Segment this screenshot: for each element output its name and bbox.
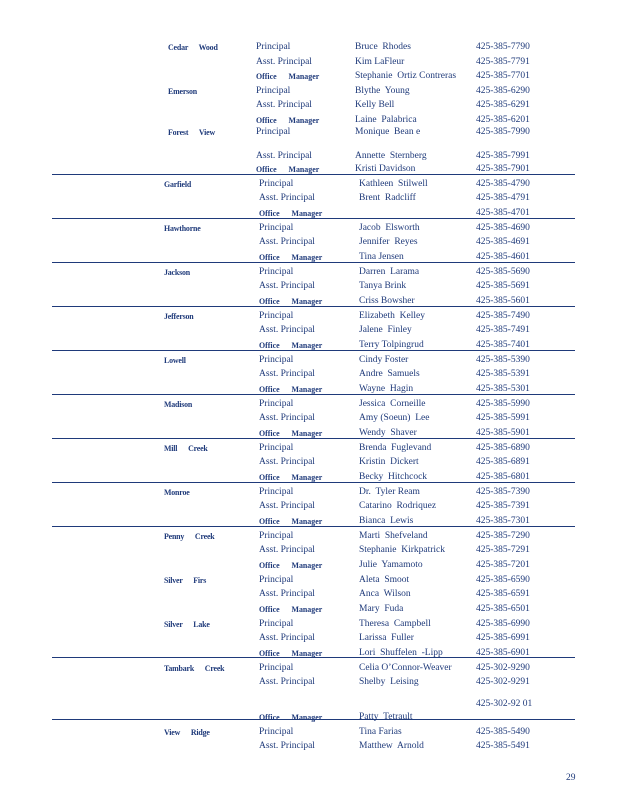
phone-number: 425-385-6891	[476, 457, 530, 467]
staff-name: Amy (Soeun) Lee	[359, 413, 430, 423]
staff-name: Jessica Corneille	[359, 399, 426, 409]
staff-name: Wayne Hagin	[359, 384, 414, 394]
staff-name: Criss Bowsher	[359, 296, 415, 306]
role-title: Asst. Principal	[256, 100, 312, 110]
phone-number: 425-385-5901	[476, 428, 530, 438]
directory-row	[0, 279, 618, 293]
directory-row	[0, 543, 618, 557]
directory-row	[0, 221, 618, 235]
school-name: Penny Creek	[164, 531, 215, 541]
phone-number: 425-385-4790	[476, 179, 530, 189]
section-divider	[52, 350, 575, 351]
directory-row	[0, 323, 618, 337]
staff-name: Jacob Elsworth	[359, 223, 420, 233]
directory-row	[0, 309, 618, 323]
phone-number: 425-385-5991	[476, 413, 530, 423]
section-divider	[52, 218, 575, 219]
staff-name: Tina Jensen	[359, 252, 404, 262]
section-divider	[52, 306, 575, 307]
staff-name: Elizabeth Kelley	[359, 311, 425, 321]
staff-name: Brent Radcliff	[359, 193, 416, 203]
phone-number: 425-385-7390	[476, 487, 530, 497]
staff-name: Brenda Fuglevand	[359, 443, 432, 453]
role-title: Asst. Principal	[259, 193, 315, 203]
directory-row	[0, 265, 618, 279]
staff-name: Darren Larama	[359, 267, 420, 277]
role-title: Principal	[259, 663, 294, 673]
directory-row	[0, 573, 618, 587]
section-divider	[52, 394, 575, 395]
phone-number: 425-385-6890	[476, 443, 530, 453]
role-title: Office Manager	[259, 712, 323, 722]
directory-row	[0, 631, 618, 645]
directory-row	[0, 602, 618, 616]
directory-row	[0, 529, 618, 543]
phone-number: 425-385-6290	[476, 86, 530, 96]
phone-number: 425-385-6591	[476, 589, 530, 599]
phone-number: 425-385-5691	[476, 281, 530, 291]
role-title: Office Manager	[259, 428, 323, 438]
staff-name: Stephanie Ortiz Contreras	[355, 71, 457, 81]
directory-row	[0, 697, 618, 711]
phone-number: 425-302-9291	[476, 677, 530, 687]
staff-name: Andre Samuels	[359, 369, 420, 379]
staff-name: Celia O’Connor-Weaver	[359, 663, 452, 673]
phone-number: 425-385-5391	[476, 369, 530, 379]
directory-row	[0, 739, 618, 753]
phone-number: 425-385-6901	[476, 648, 530, 658]
staff-name: Stephanie Kirkpatrick	[359, 545, 446, 555]
staff-name: Theresa Campbell	[359, 619, 431, 629]
role-title: Asst. Principal	[259, 741, 315, 751]
phone-number: 425-385-6201	[476, 115, 530, 125]
role-title: Principal	[259, 311, 294, 321]
phone-number: 425-385-5301	[476, 384, 530, 394]
role-title: Principal	[259, 399, 294, 409]
role-title: Principal	[259, 223, 294, 233]
role-title: Asst. Principal	[259, 633, 315, 643]
phone-number: 425-385-5390	[476, 355, 530, 365]
staff-name: Catarino Rodriquez	[359, 501, 437, 511]
staff-name: Marti Shefveland	[359, 531, 428, 541]
role-title: Asst. Principal	[256, 151, 312, 161]
staff-name: Julie Yamamoto	[359, 560, 423, 570]
role-title: Asst. Principal	[259, 545, 315, 555]
page-number: 29	[566, 773, 576, 783]
role-title: Principal	[259, 575, 294, 585]
school-name: Madison	[164, 399, 193, 409]
phone-number: 425-385-7490	[476, 311, 530, 321]
role-title: Office Manager	[256, 164, 320, 174]
school-name: Monroe	[164, 487, 190, 497]
directory-row	[0, 587, 618, 601]
role-title: Office Manager	[259, 296, 323, 306]
phone-number: 425-385-7991	[476, 151, 530, 161]
staff-name: Mary Fuda	[359, 604, 404, 614]
phone-number: 425-385-7391	[476, 501, 530, 511]
phone-number: 425-385-7990	[476, 127, 530, 137]
school-name: Silver Firs	[164, 575, 207, 585]
phone-number: 425-385-5490	[476, 727, 530, 737]
directory-row	[0, 125, 618, 139]
school-name: Garfield	[164, 179, 192, 189]
school-name: Tambark Creek	[164, 663, 225, 673]
role-title: Principal	[259, 619, 294, 629]
role-title: Office Manager	[259, 648, 323, 658]
directory-row	[0, 661, 618, 675]
phone-number: 425-385-6291	[476, 100, 530, 110]
role-title: Asst. Principal	[259, 237, 315, 247]
staff-name: Kathleen Stilwell	[359, 179, 428, 189]
phone-number: 425-385-7401	[476, 340, 530, 350]
section-divider	[52, 482, 575, 483]
phone-number: 425-385-5690	[476, 267, 530, 277]
phone-number: 425-385-5601	[476, 296, 530, 306]
role-title: Office Manager	[259, 516, 323, 526]
directory-row	[0, 411, 618, 425]
phone-number: 425-385-7290	[476, 531, 530, 541]
staff-name: Cindy Foster	[359, 355, 409, 365]
phone-number: 425-385-4691	[476, 237, 530, 247]
directory-row	[0, 69, 618, 83]
staff-name: Wendy Shaver	[359, 428, 417, 438]
role-title: Principal	[259, 267, 294, 277]
directory-row	[0, 55, 618, 69]
staff-name: Dr. Tyler Ream	[359, 487, 420, 497]
phone-number: 425-385-7291	[476, 545, 530, 555]
phone-number: 425-385-4690	[476, 223, 530, 233]
directory-row	[0, 499, 618, 513]
section-divider	[52, 262, 575, 263]
staff-name: Laine Palabrica	[355, 115, 417, 125]
role-title: Principal	[259, 727, 294, 737]
phone-number: 425-385-6991	[476, 633, 530, 643]
role-title: Asst. Principal	[256, 57, 312, 67]
directory-row	[0, 98, 618, 112]
staff-name: Becky Hitchcock	[359, 472, 428, 482]
phone-number: 425-385-7201	[476, 560, 530, 570]
directory-row	[0, 617, 618, 631]
staff-name: Terry Tolpingrud	[359, 340, 424, 350]
role-title: Asst. Principal	[259, 457, 315, 467]
school-name: Cedar Wood	[168, 42, 218, 52]
staff-name: Aleta Smoot	[359, 575, 410, 585]
staff-name: Lori Shuffelen -Lipp	[359, 648, 443, 658]
role-title: Principal	[259, 355, 294, 365]
school-name: Silver Lake	[164, 619, 210, 629]
staff-name: Kristin Dickert	[359, 457, 419, 467]
role-title: Asst. Principal	[259, 501, 315, 511]
phone-number: 425-385-7301	[476, 516, 530, 526]
phone-number: 425-385-5990	[476, 399, 530, 409]
role-title: Office Manager	[256, 71, 320, 81]
directory-row	[0, 558, 618, 572]
phone-number: 425-385-7701	[476, 71, 530, 81]
school-name: Jackson	[164, 267, 190, 277]
phone-number: 425-302-9290	[476, 663, 530, 673]
role-title: Principal	[259, 487, 294, 497]
staff-name: Blythe Young	[355, 86, 410, 96]
school-name: Lowell	[164, 355, 186, 365]
staff-name: Larissa Fuller	[359, 633, 414, 643]
section-divider	[52, 657, 575, 658]
role-title: Principal	[259, 179, 294, 189]
school-name: Forest View	[168, 127, 215, 137]
school-name: Jefferson	[164, 311, 194, 321]
directory-row	[0, 397, 618, 411]
directory-row	[0, 235, 618, 249]
directory-row	[0, 485, 618, 499]
staff-name: Matthew Arnold	[359, 741, 424, 751]
directory-row	[0, 675, 618, 689]
directory-row	[0, 191, 618, 205]
staff-name: Monique Bean e	[355, 127, 421, 137]
role-title: Asst. Principal	[259, 413, 315, 423]
role-title: Office Manager	[259, 384, 323, 394]
staff-name: Jalene Finley	[359, 325, 412, 335]
staff-name: Annette Sternberg	[355, 151, 427, 161]
school-name: Hawthorne	[164, 223, 201, 233]
staff-name: Shelby Leising	[359, 677, 419, 687]
staff-name: Tanya Brink	[359, 281, 407, 291]
role-title: Office Manager	[259, 560, 323, 570]
staff-name: Kim LaFleur	[355, 57, 405, 67]
phone-number: 425-385-6801	[476, 472, 530, 482]
role-title: Asst. Principal	[259, 677, 315, 687]
school-name: Mill Creek	[164, 443, 208, 453]
directory-row	[0, 455, 618, 469]
role-title: Asst. Principal	[259, 369, 315, 379]
directory-row	[0, 710, 618, 724]
role-title: Office Manager	[259, 208, 323, 218]
role-title: Office Manager	[259, 472, 323, 482]
directory-row	[0, 84, 618, 98]
directory-row	[0, 353, 618, 367]
staff-name: Patty Tetrault	[359, 712, 413, 722]
staff-name: Tina Farias	[359, 727, 402, 737]
phone-number: 425-385-7791	[476, 57, 530, 67]
phone-number: 425-302-92 01	[476, 699, 533, 709]
section-divider	[52, 526, 575, 527]
role-title: Principal	[259, 531, 294, 541]
staff-name: Kelly Bell	[355, 100, 395, 110]
directory-row	[0, 149, 618, 163]
phone-number: 425-385-5491	[476, 741, 530, 751]
role-title: Office Manager	[256, 115, 320, 125]
section-divider	[52, 174, 575, 175]
role-title: Office Manager	[259, 604, 323, 614]
directory-row	[0, 177, 618, 191]
directory-row	[0, 367, 618, 381]
school-name: Emerson	[168, 86, 198, 96]
phone-number: 425-385-4601	[476, 252, 530, 262]
role-title: Principal	[256, 86, 291, 96]
role-title: Office Manager	[259, 252, 323, 262]
role-title: Principal	[256, 127, 291, 137]
phone-number: 425-385-6990	[476, 619, 530, 629]
phone-number: 425-385-7790	[476, 42, 530, 52]
phone-number: 425-385-6590	[476, 575, 530, 585]
staff-name: Anca Wilson	[359, 589, 411, 599]
phone-number: 425-385-4791	[476, 193, 530, 203]
staff-name: Bruce Rhodes	[355, 42, 411, 52]
phone-number: 425-385-7901	[476, 164, 530, 174]
role-title: Asst. Principal	[259, 325, 315, 335]
section-divider	[52, 719, 575, 720]
directory-row	[0, 725, 618, 739]
role-title: Principal	[259, 443, 294, 453]
directory-row	[0, 40, 618, 54]
staff-name: Kristi Davidson	[355, 164, 416, 174]
directory-row	[0, 441, 618, 455]
role-title: Office Manager	[259, 340, 323, 350]
phone-number: 425-385-4701	[476, 208, 530, 218]
phone-number: 425-385-7491	[476, 325, 530, 335]
role-title: Asst. Principal	[259, 589, 315, 599]
section-divider	[52, 438, 575, 439]
phone-number: 425-385-6501	[476, 604, 530, 614]
staff-name: Jennifer Reyes	[359, 237, 418, 247]
staff-name: Bianca Lewis	[359, 516, 414, 526]
school-name: View Ridge	[164, 727, 210, 737]
role-title: Principal	[256, 42, 291, 52]
role-title: Asst. Principal	[259, 281, 315, 291]
